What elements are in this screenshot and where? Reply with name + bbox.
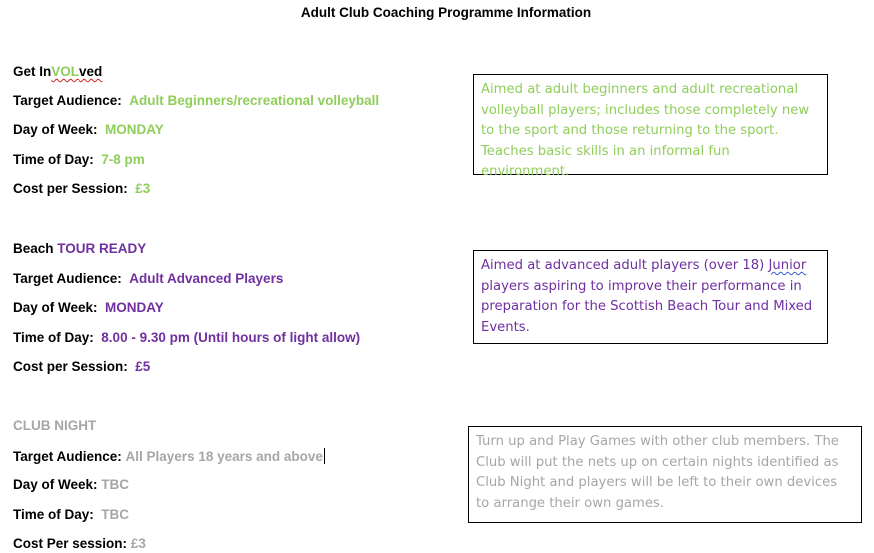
target-audience-label: Target Audience: — [13, 93, 122, 108]
heading-prefix: Beach — [13, 241, 58, 256]
document-title: Adult Club Coaching Programme Information — [300, 5, 592, 20]
beach-tour-description-box — [473, 250, 828, 344]
target-audience-label: Target Audience: — [13, 449, 122, 464]
target-audience-row — [13, 93, 379, 108]
target-audience-value: Adult Beginners/recreational volleyball — [129, 93, 380, 108]
time-of-day-value: 8.00 - 9.30 pm (Until hours of light allow) — [101, 330, 361, 345]
heading-highlight: TOUR READY — [57, 241, 147, 256]
club-night-description-box: Turn up and Play Games with other club members. The Club will put the nets up on certain nights identified as Club Night and players will be left to their own devices to arrange their own games. — [468, 426, 862, 523]
time-of-day-value: 7-8 pm — [101, 152, 145, 167]
day-of-week-value: TBC — [101, 477, 130, 492]
get-involved-description-box: Aimed at adult beginners and adult recreational volleyball players; includes those completely new to the sport and those returning to the sport. Teaches basic skills in an informal fun environment. — [473, 74, 828, 175]
cost-value: £5 — [135, 359, 151, 374]
day-of-week-value: MONDAY — [105, 300, 164, 315]
description-text-after: players aspiring to improve their performance in preparation for the Scottish Beach Tour and Mixed Events. — [481, 278, 813, 335]
time-of-day-row — [13, 507, 129, 522]
day-of-week-value: MONDAY — [105, 122, 164, 137]
cost-value: £3 — [130, 536, 146, 551]
target-audience-row — [13, 448, 325, 464]
target-audience-label: Target Audience: — [13, 271, 122, 286]
heading-prefix: Get In — [13, 64, 52, 79]
description-text-before: Aimed at advanced adult players (over 18) — [481, 258, 769, 273]
time-of-day-row — [13, 152, 145, 167]
target-audience-row — [13, 271, 283, 286]
section-heading — [13, 64, 102, 79]
cost-row — [13, 181, 150, 196]
time-of-day-label: Time of Day: — [13, 152, 94, 167]
cost-label: Cost Per session: — [13, 536, 128, 551]
day-of-week-row — [13, 477, 129, 492]
grammar-flagged-word: Junior — [768, 258, 807, 273]
day-of-week-row — [13, 122, 164, 137]
cost-label: Cost per Session: — [13, 181, 128, 196]
day-of-week-label: Day of Week: — [13, 122, 98, 137]
target-audience-value: Adult Advanced Players — [129, 271, 284, 286]
cost-value: £3 — [135, 181, 151, 196]
time-of-day-row — [13, 330, 360, 345]
text-cursor — [324, 448, 325, 464]
day-of-week-row — [13, 300, 164, 315]
day-of-week-label: Day of Week: — [13, 300, 98, 315]
time-of-day-label: Time of Day: — [13, 330, 94, 345]
cost-label: Cost per Session: — [13, 359, 128, 374]
heading-highlight: VOL — [51, 64, 80, 79]
cost-row — [13, 359, 150, 374]
section-heading: CLUB NIGHT — [13, 418, 97, 433]
target-audience-value: All Players 18 years and above — [125, 449, 323, 464]
time-of-day-value: TBC — [101, 507, 130, 522]
day-of-week-label: Day of Week: — [13, 477, 98, 492]
cost-row — [13, 536, 146, 551]
heading-suffix: ved — [79, 64, 103, 79]
time-of-day-label: Time of Day: — [13, 507, 94, 522]
section-heading — [13, 241, 146, 256]
